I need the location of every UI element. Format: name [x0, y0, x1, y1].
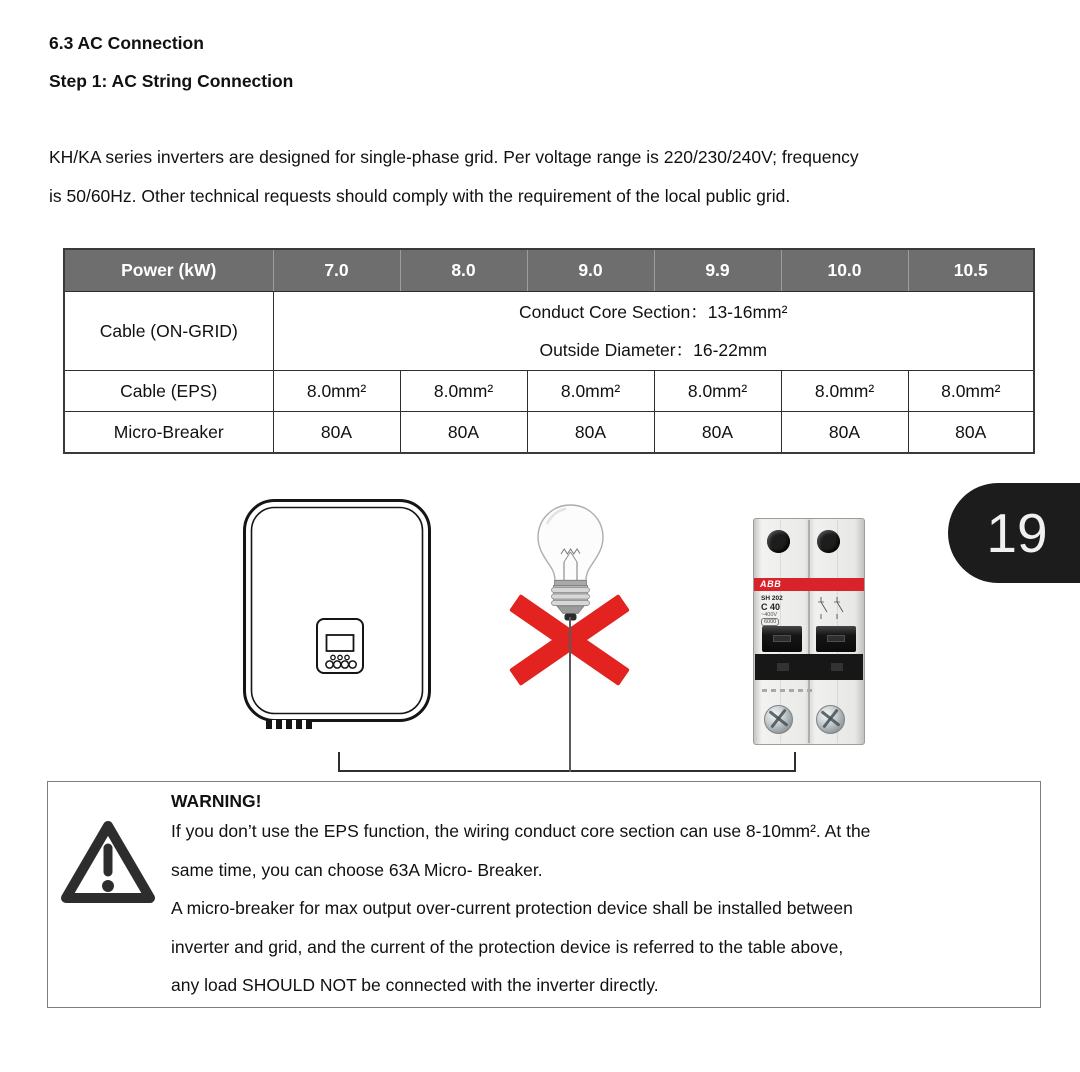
row-label: Cable (EPS) — [64, 371, 273, 412]
table-cell: 80A — [654, 412, 781, 454]
warning-line: same time, you can choose 63A Micro- Breaker. — [171, 859, 543, 880]
breaker-toggle — [816, 626, 856, 652]
connection-bracket — [338, 770, 796, 772]
header-cell: 9.9 — [654, 249, 781, 292]
bracket-tick-right — [794, 752, 796, 772]
warning-line: inverter and grid, and the current of the protection device is referred to the table above, — [171, 936, 844, 957]
breaker-fine-print — [762, 689, 814, 692]
breaker-bottom-screw — [764, 705, 793, 734]
breaker-schematic-icon — [813, 595, 853, 621]
breaker-top-screw — [817, 530, 840, 553]
table-cell: 8.0mm² — [527, 371, 654, 412]
outside-diameter: Outside Diameter：16-22mm — [539, 340, 768, 360]
warning-text — [171, 812, 1036, 1005]
wire-line — [569, 617, 571, 772]
table-cell: 80A — [908, 412, 1034, 454]
table-cell: 80A — [273, 412, 400, 454]
step-heading: Step 1: AC String Connection — [49, 71, 294, 91]
table-cell: 8.0mm² — [908, 371, 1034, 412]
warning-box — [47, 781, 1041, 1008]
header-cell: 10.0 — [781, 249, 908, 292]
warning-line: any load SHOULD NOT be connected with the inverter directly. — [171, 975, 659, 995]
row-micro-breaker — [64, 412, 1034, 454]
table-cell: 8.0mm² — [400, 371, 527, 412]
header-cell: 9.0 — [527, 249, 654, 292]
header-cell: 10.5 — [908, 249, 1034, 292]
warning-line: If you don’t use the EPS function, the wiring conduct core section can use 8-10mm². At the — [171, 821, 871, 841]
breaker-model: SH 202 — [761, 595, 783, 602]
table-cell: 8.0mm² — [781, 371, 908, 412]
warning-triangle-icon — [59, 818, 157, 906]
row-label: Cable (ON-GRID) — [64, 292, 273, 371]
abb-logo: ABB — [760, 579, 782, 589]
row-cable-on-grid — [64, 292, 1034, 371]
table-header-row — [64, 249, 1034, 292]
cable-on-grid-specs — [273, 292, 1034, 371]
inverter-image — [242, 498, 432, 723]
table-cell: 80A — [781, 412, 908, 454]
breaker-top-screw — [767, 530, 790, 553]
inverter-vent-fins — [266, 720, 312, 729]
table-cell: 80A — [400, 412, 527, 454]
inverter-control-panel — [317, 619, 363, 673]
header-cell-power: Power (kW) — [64, 249, 273, 292]
bracket-tick-left — [338, 752, 340, 772]
page-number: 19 — [986, 502, 1048, 564]
table-cell: 8.0mm² — [273, 371, 400, 412]
ac-spec-table — [63, 248, 1035, 454]
header-cell: 8.0 — [400, 249, 527, 292]
warning-title: WARNING! — [171, 791, 262, 811]
circuit-breaker-image — [753, 518, 865, 745]
breaker-bottom-screw — [816, 705, 845, 734]
breaker-voltage: ~400V — [761, 612, 778, 618]
breaker-housing — [755, 654, 863, 680]
intro-line: KH/KA series inverters are designed for single-phase grid. Per voltage range is 220/230/240V; frequency — [49, 147, 859, 167]
row-cable-eps — [64, 371, 1034, 412]
header-cell: 7.0 — [273, 249, 400, 292]
page-number-tab — [948, 483, 1080, 583]
table-cell: 8.0mm² — [654, 371, 781, 412]
abb-brand-band — [754, 578, 864, 591]
breaker-rating: C 40 — [761, 602, 781, 612]
conduct-core-section: Conduct Core Section：13-16mm² — [519, 302, 788, 322]
intro-line: is 50/60Hz. Other technical requests should comply with the requirement of the local public grid. — [49, 185, 791, 206]
row-label: Micro-Breaker — [64, 412, 273, 454]
breaker-capacity: 6000 — [761, 618, 779, 626]
warning-line: A micro-breaker for max output over-current protection device shall be installed between — [171, 898, 853, 918]
section-heading: 6.3 AC Connection — [49, 33, 204, 53]
breaker-toggle — [762, 626, 802, 652]
table-cell: 80A — [527, 412, 654, 454]
intro-paragraph — [49, 138, 859, 215]
